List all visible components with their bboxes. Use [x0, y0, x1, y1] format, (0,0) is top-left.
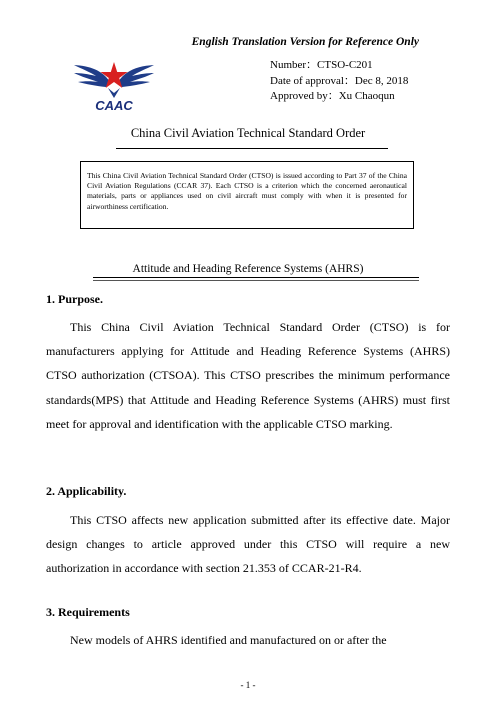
title-underline [116, 148, 388, 149]
document-title: China Civil Aviation Technical Standard Order [130, 126, 366, 140]
subject-rule-thin [93, 280, 419, 281]
approved-by: Approved by：Xu Chaoqun [270, 90, 395, 102]
section-heading-applicability: 2. Applicability. [46, 484, 127, 498]
page-number: - 1 - [240, 680, 256, 690]
logo-text: CAAC [95, 98, 133, 113]
section-body-purpose: This China Civil Aviation Technical Standard Order (CTSO) is for manufacturers applying for Attitude and Heading Reference Systems (AHRS) CTSO authorization (CTSOA). This CTSO prescribes the minimum performance standards(MPS) that Attitude and Heading Reference Systems (AHRS) must first meet for approval and identification with the applicable CTSO marking. [46, 320, 450, 431]
translation-notice: English Translation Version for Reference Only [191, 36, 419, 48]
section-body-requirements: New models of AHRS identified and manufactured on or after the [70, 633, 387, 647]
subject-title: Attitude and Heading Reference Systems (AHRS) [132, 263, 364, 275]
approval-date: Date of approval：Dec 8, 2018 [270, 74, 409, 87]
notice-text: This China Civil Aviation Technical Standard Order (CTSO) is issued according to Part 37 of the China Civil Aviation Regulations (CCAR 37). Each CTSO is a criterion which the concerned aeronautical materials, parts or appliances used on civil aircraft must comply with when it is presented for airworthiness certification. [87, 171, 407, 211]
caac-emblem-icon [68, 58, 160, 114]
section-heading-purpose: 1. Purpose. [46, 292, 103, 306]
document-number: Number：CTSO-C201 [270, 59, 373, 71]
subject-rule-thick [93, 277, 419, 278]
section-heading-requirements: 3. Requirements [46, 605, 130, 619]
document-meta [270, 58, 408, 105]
section-body-applicability: This CTSO affects new application submitted after its effective date. Major design changes to article approved under this CTSO will require a new authorization in accordance with section 21.353 of CCAR-21-R4. [46, 513, 450, 576]
caac-logo [68, 58, 160, 114]
notice-box [80, 161, 414, 229]
